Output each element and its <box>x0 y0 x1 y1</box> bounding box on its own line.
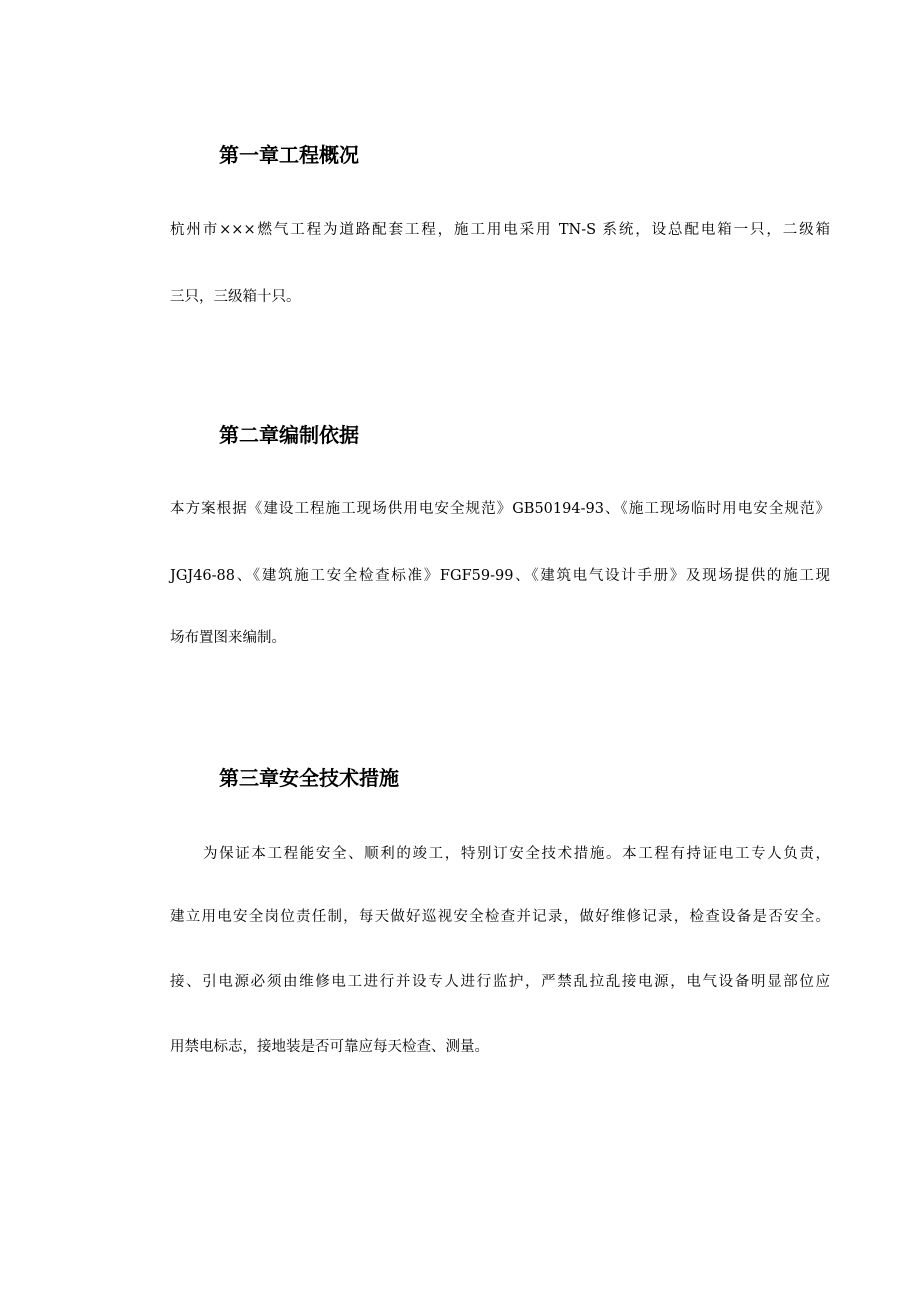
section-3-heading: 第三章安全技术措施 <box>219 766 399 790</box>
section-2-line-1: 本方案根据《建设工程施工现场供用电安全规范》GB50194-93、《施工现场临时用电安全规范》 <box>170 501 830 517</box>
section-3-line-2: 建立用电安全岗位责任制，每天做好巡视安全检查并记录，做好维修记录，检查设备是否安全。 <box>170 909 830 925</box>
section-2-line-3: 场布置图来编制。 <box>170 630 286 646</box>
section-1-line-1: 杭州市×××燃气工程为道路配套工程，施工用电采用 TN-S 系统，设总配电箱一只，二级箱 <box>170 222 830 238</box>
section-2-heading: 第二章编制依据 <box>219 423 359 447</box>
section-2-line-2: JGJ46-88、《建筑施工安全检查标准》FGF59-99、《建筑电气设计手册》及现场提供的施工现 <box>170 568 830 584</box>
section-1-line-2: 三只，三级箱十只。 <box>170 289 301 305</box>
section-3-line-3: 接、引电源必须由维修电工进行并设专人进行监护，严禁乱拉乱接电源，电气设备明显部位应 <box>170 974 830 990</box>
section-3-line-4: 用禁电标志，接地装是否可靠应每天检查、测量。 <box>170 1039 489 1055</box>
section-3-line-1: 为保证本工程能安全、顺利的竣工，特别订安全技术措施。本工程有持证电工专人负责， <box>203 846 830 862</box>
section-1-heading: 第一章工程概况 <box>219 143 359 167</box>
